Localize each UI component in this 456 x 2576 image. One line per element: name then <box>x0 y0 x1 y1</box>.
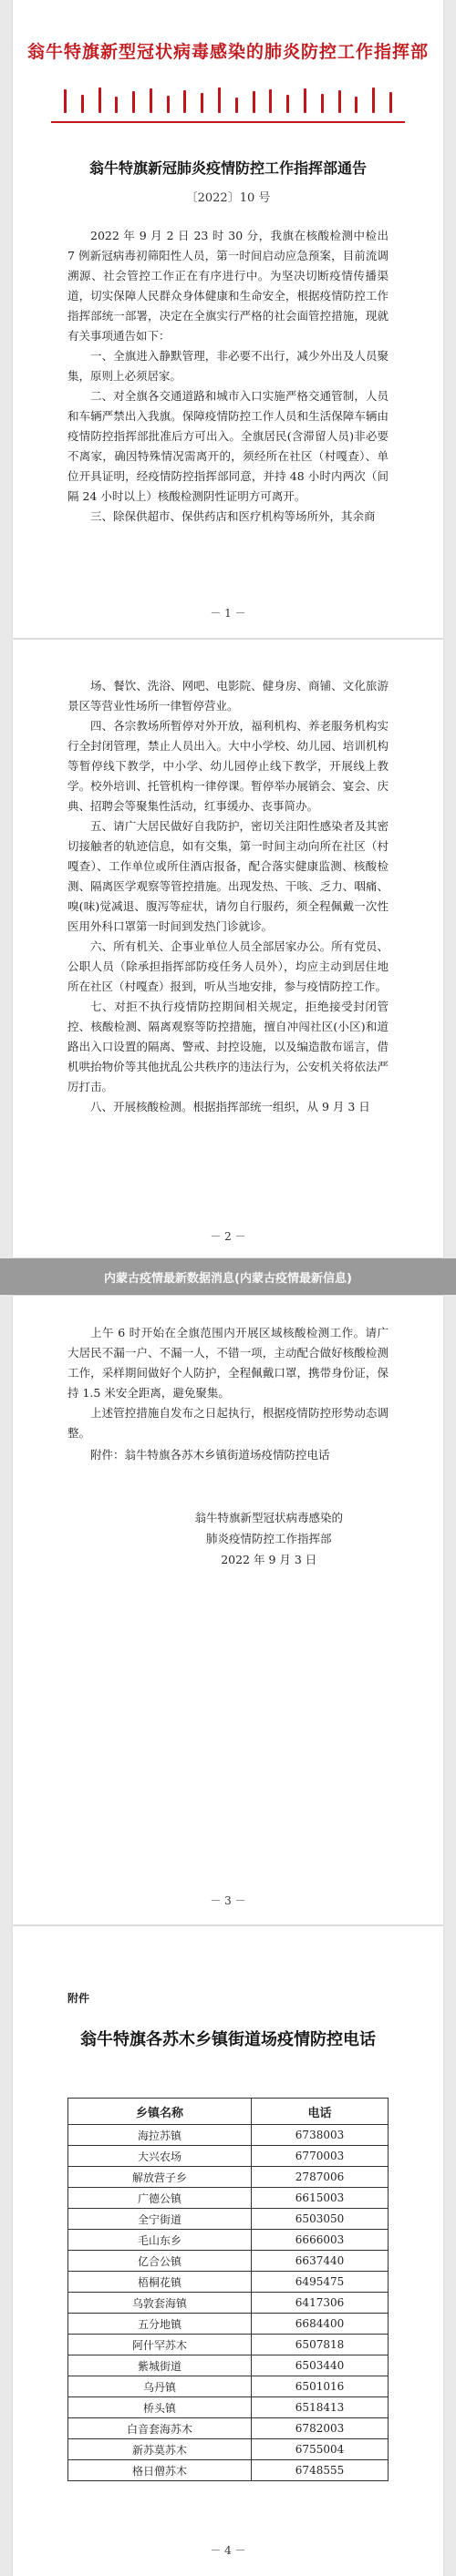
page3-body <box>67 1323 389 1443</box>
town-name: 广德公镇 <box>68 2188 252 2209</box>
phone-number: 6782003 <box>252 2418 389 2439</box>
phone-number: 6684400 <box>252 2314 389 2335</box>
phone-number: 6666003 <box>252 2230 389 2251</box>
phone-number: 6615003 <box>252 2188 389 2209</box>
red-divider-line <box>51 121 405 123</box>
signature-line: 肺炎疫情防控工作指挥部 <box>205 1532 332 1545</box>
table-row <box>68 2376 389 2397</box>
paragraph: 五、请广大居民做好自我防护，密切关注阳性感染者及其密切接触者的轨迹信息，如有交集，第一时间主动向所在社区（村嘎查）、工作单位或所住酒店报备，配合落实健康监测、核酸检测、隔离医学观察等管控措施。出现发热、干咳、乏力、咽痛、嗅(味)觉减退、腹泻等症状，请勿自行服药，须全程佩戴一次性医用外科口罩第一时间到发热门诊就诊。 <box>67 819 389 933</box>
phone-number: 6501016 <box>252 2376 389 2397</box>
phone-number: 6495475 <box>252 2272 389 2293</box>
paragraph: 六、所有机关、企事业单位人员全部居家办公。所有党员、公职人员（除承担指挥部防疫任务人员外），均应主动到居住地所在社区（村嘎查）报到，听从当地安排，参与疫情防控工作。 <box>67 939 389 993</box>
town-name: 亿合公镇 <box>68 2251 252 2272</box>
table-row <box>68 2272 389 2293</box>
phone-number: 6770003 <box>252 2146 389 2167</box>
town-name: 格日僧苏木 <box>68 2460 252 2481</box>
signature-date: 2022 年 9 月 3 日 <box>221 1553 317 1566</box>
paragraph: 二、对全旗各交通道路和城市入口实施严格交通管制，人员和车辆严禁出入我旗。保障疫情防控工作人员和生活保障车辆由疫情防控指挥部批准后方可出入。全旗居民(含滞留人员)非必要不离家，确因特殊情况需离开的，须经所在社区（村嘎查）、单位开具证明，经疫情防控指挥部同意，并持 48 小时内两次（间隔 24 小时以上）核酸检测阴性证明方可离开。 <box>67 389 389 503</box>
phone-number: 6507818 <box>252 2335 389 2355</box>
attachment-line: 附件：翁牛特旗各苏木乡镇街道场疫情防控电话 <box>90 1448 330 1462</box>
table-row <box>68 2125 389 2146</box>
attachment-note <box>67 1445 389 1465</box>
table-row <box>68 2314 389 2335</box>
table-row <box>68 2397 389 2418</box>
phone-number: 6417306 <box>252 2293 389 2314</box>
column-header-town: 乡镇名称 <box>68 2099 252 2125</box>
town-name: 全宁街道 <box>68 2209 252 2230</box>
paragraph: 三、除保供超市、保供药店和医疗机构等场所外，其余商 <box>90 509 376 523</box>
page-number: － 1 － <box>210 607 246 620</box>
phone-number: 6503050 <box>252 2209 389 2230</box>
phone-number: 6755004 <box>252 2439 389 2460</box>
column-header-phone: 电话 <box>252 2099 389 2125</box>
town-name: 紫城街道 <box>68 2355 252 2376</box>
document-title: 翁牛特旗新冠肺炎疫情防控工作指挥部通告 <box>88 159 367 177</box>
table-row <box>68 2209 389 2230</box>
document-page-1 <box>13 0 443 638</box>
table-row <box>68 2188 389 2209</box>
table-row <box>68 2335 389 2355</box>
paragraph: 上述管控措施自发布之日起执行，根据疫情防控形势动态调整。 <box>67 1406 389 1440</box>
town-name: 桥头镇 <box>68 2397 252 2418</box>
town-name: 乌敦套海镇 <box>68 2293 252 2314</box>
table-header-row <box>68 2099 389 2125</box>
table-row <box>68 2460 389 2481</box>
paragraph: 八、开展核酸检测。根据指挥部统一组织，从 9 月 3 日 <box>90 1100 370 1114</box>
table-row <box>68 2293 389 2314</box>
page2-body <box>67 676 389 1117</box>
town-name: 白音套海苏木 <box>68 2418 252 2439</box>
table-row <box>68 2355 389 2376</box>
paragraph: 场、餐饮、洗浴、网吧、电影院、健身房、商铺、文化旅游景区等营业性场所一律暂停营业。 <box>67 679 389 713</box>
phone-number: 6637440 <box>252 2251 389 2272</box>
mongolian-script-line <box>64 86 392 113</box>
town-name: 阿什罕苏木 <box>68 2335 252 2355</box>
paragraph: 上午 6 时开始在全旗范围内开展区域核酸检测工作。请广大居民不漏一户、不漏一人，不错一项，主动配合做好核酸检测工作，采样期间做好个人防护，全程佩戴口罩，携带身份证，保持 1.5 米安全距离，避免聚集。 <box>67 1326 389 1400</box>
page-number: － 3 － <box>210 1894 246 1907</box>
phone-number: 2787006 <box>252 2167 389 2188</box>
table-row <box>68 2418 389 2439</box>
table-row <box>68 2439 389 2460</box>
paragraph: 四、各宗教场所暂停对外开放，福利机构、养老服务机构实行全封闭管理，禁止人员出入。大中小学校、幼儿园、培训机构等暂停线下教学，中小学、幼儿园停止线下教学，开展线上教学。校外培训、托管机构一律停课。暂停举办展销会、宴会、庆典、招聘会等聚集性活动，红事缓办、丧事简办。 <box>67 719 389 813</box>
attachment-label: 附件 <box>67 1992 90 2005</box>
phone-number: 6518413 <box>252 2397 389 2418</box>
table-row <box>68 2167 389 2188</box>
paragraph: 一、全旗进入静默管理，非必要不出行，减少外出及人员聚集，原则上必须居家。 <box>67 349 389 383</box>
town-name: 解放营子乡 <box>68 2167 252 2188</box>
signature-line: 翁牛特旗新型冠状病毒感染的 <box>194 1511 343 1524</box>
document-number: 〔2022〕10 号 <box>185 191 271 205</box>
phone-number: 6748555 <box>252 2460 389 2481</box>
town-name: 海拉苏镇 <box>68 2125 252 2146</box>
document-page-2 <box>13 640 443 1257</box>
document-page-4 <box>13 1926 443 2576</box>
article-title-banner: 内蒙古疫情最新数据消息(内蒙古疫情最新信息) <box>0 1258 456 1295</box>
town-name: 梧桐花镇 <box>68 2272 252 2293</box>
table-row <box>68 2230 389 2251</box>
paragraph: 2022 年 9 月 2 日 23 时 30 分，我旗在核酸检测中检出 7 例新冠病毒初筛阳性人员，第一时间启动应急预案，目前流调溯源、社会管控工作正在有序进行中。为坚决切断疫情传播渠道，切实保障人民群众身体健康和生命安全，根据疫情防控工作指挥部统一部署，决定在全旗实行严格的社会面管控措施，现就有关事项通告如下： <box>67 229 389 343</box>
phone-table <box>67 2098 389 2481</box>
table-row <box>68 2146 389 2167</box>
paragraph: 七、对拒不执行疫情防控期间相关规定，拒绝接受封闭管控、核酸检测、隔离观察等防控措施，擅自冲闯社区(小区)和道路出入口设置的隔离、警戒、封控设施，以及编造散布谣言，借机哄抬物价等其他扰乱公共秩序的违法行为，公安机关将依法严厉打击。 <box>67 1000 389 1093</box>
town-name: 毛山东乡 <box>68 2230 252 2251</box>
table-row <box>68 2251 389 2272</box>
document-page-3 <box>13 1296 443 1924</box>
red-header-title: 翁牛特旗新型冠状病毒感染的肺炎防控工作指挥部 <box>26 42 429 62</box>
phone-number: 6503440 <box>252 2355 389 2376</box>
table-title: 翁牛特旗各苏木乡镇街道场疫情防控电话 <box>80 2030 376 2049</box>
town-name: 五分地镇 <box>68 2314 252 2335</box>
page1-body <box>67 226 389 527</box>
page-number: － 4 － <box>210 2544 246 2557</box>
signature-block <box>194 1507 343 1570</box>
phone-number: 6738003 <box>252 2125 389 2146</box>
town-name: 大兴农场 <box>68 2146 252 2167</box>
page-number: － 2 － <box>210 1230 246 1243</box>
town-name: 新苏莫苏木 <box>68 2439 252 2460</box>
town-name: 乌丹镇 <box>68 2376 252 2397</box>
